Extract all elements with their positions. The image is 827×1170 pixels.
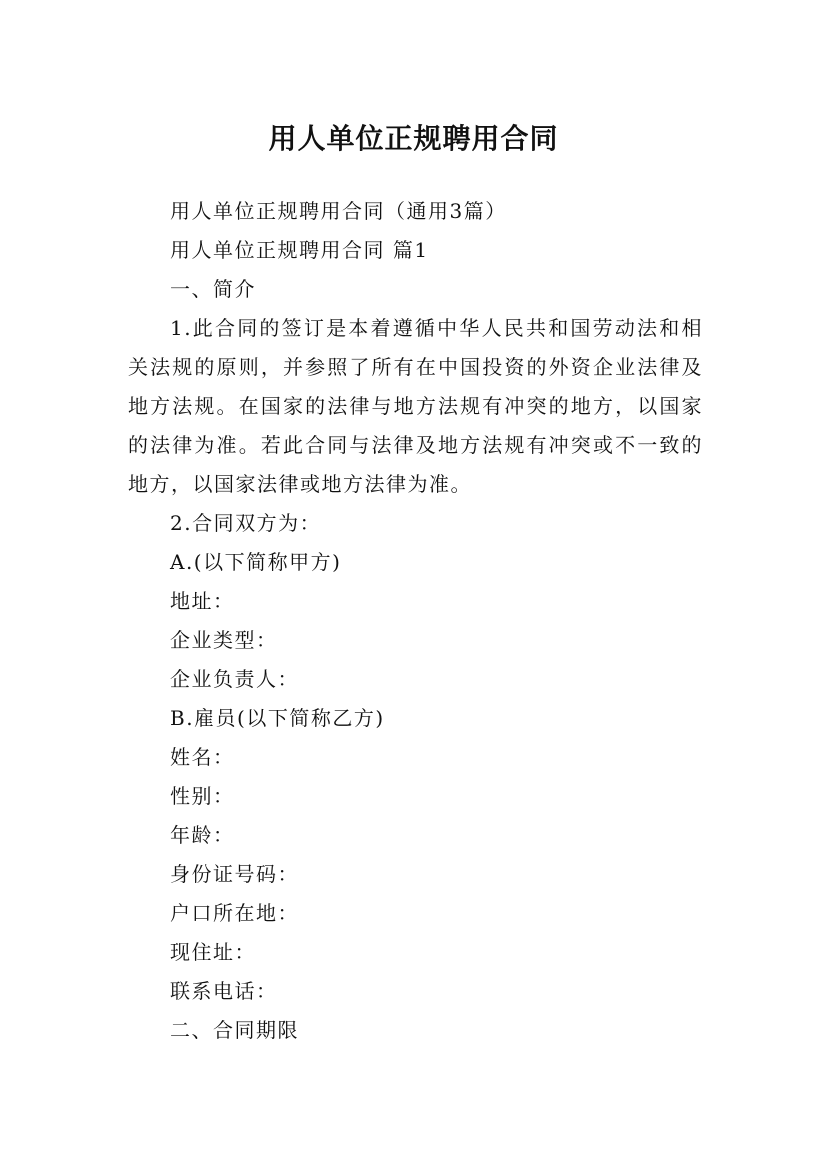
document-body: [128, 192, 703, 1050]
household-registration-line: 户口所在地：: [170, 901, 299, 925]
age-line: 年龄：: [170, 823, 235, 847]
document-title: 用人单位正规聘用合同: [268, 121, 559, 155]
name-line: 姓名：: [170, 745, 235, 769]
section-heading-term: 二、合同期限: [170, 1018, 299, 1042]
gender-line: 性别：: [170, 784, 235, 808]
clause-2-paragraph: 2.合同双方为：: [170, 511, 322, 535]
current-address-line: 现住址：: [170, 940, 256, 964]
subtitle-paragraph: 用人单位正规聘用合同（通用3篇）: [170, 199, 507, 223]
party-b-line: B.雇员(以下简称乙方): [170, 706, 385, 730]
clause-1-paragraph: 1.此合同的签订是本着遵循中华人民共和国劳动法和相关法规的原则，并参照了所有在中国投资的外资企业法律及地方法规。在国家的法律与地方法规有冲突的地方，以国家的法律为准。若此合同与法律及地方法规有冲突或不一致的地方，以国家法律或地方法律为准。: [128, 316, 703, 496]
phone-line: 联系电话：: [170, 979, 278, 1003]
company-head-line: 企业负责人：: [170, 667, 299, 691]
address-line: 地址：: [170, 589, 235, 613]
section-heading-intro: 一、简介: [170, 277, 256, 301]
id-number-line: 身份证号码：: [170, 862, 299, 886]
party-a-line: A.(以下简称甲方): [170, 550, 342, 574]
section-heading-part1: 用人单位正规聘用合同 篇1: [170, 238, 429, 262]
company-type-line: 企业类型：: [170, 628, 278, 652]
